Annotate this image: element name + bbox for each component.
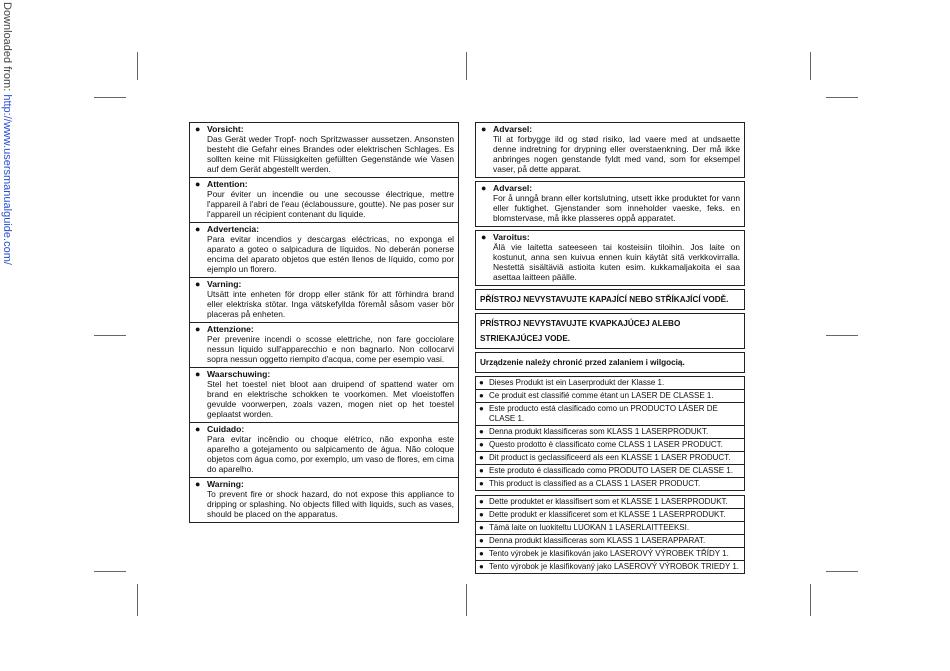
crop-mark [826,97,858,98]
warning-box-da [475,122,745,178]
warning-text: Älä vie laitetta sateeseen tai kosteisiin tiloihin. Jos laite on kostunut, anna sen kuivua ennen kuin käytät sitä verkkovirralla. Nestettä sisältäviä astioita kuten esim. kukkamaljakoita ei saa asettaa laitteen päälle. [493,242,740,282]
laser-text: Tämä laite on luokiteltu LUOKAN 1 LASERLAITTEEKSI. [489,523,690,532]
list-item [476,522,744,535]
bullet-icon: ● [481,183,487,193]
crop-mark [94,97,126,98]
bullet-icon: ● [479,510,484,519]
bullet-icon: ● [195,279,201,289]
bullet-icon: ● [479,404,484,413]
bullet-icon: ● [195,369,201,379]
laser-text: Dette produktet er klassifisert som et KLASSE 1 LASERPRODUKT. [489,497,728,506]
notice-cs: PŘÍSTROJ NEVYSTAVUJTE KAPAJÍCÍ NEBO STŘÍKAJÍCÍ VODĚ. [475,289,745,310]
bullet-icon: ● [479,440,484,449]
laser-text: Dieses Produkt ist ein Laserprodukt der Klasse 1. [489,378,665,387]
warning-box-en [189,478,459,523]
laser-text: This product is classified as a CLASS 1 LASER PRODUCT. [489,479,701,488]
warning-box-de [189,122,459,178]
watermark-link[interactable]: http://www.usersmanualguide.com/ [1,94,13,265]
bullet-icon: ● [479,466,484,475]
bullet-icon: ● [479,427,484,436]
warning-text: Para evitar incendios y descargas eléctricas, no exponga el aparato a goteo o salpicadura de líquidos. No deberán ponerse encima del aparato objetos que estén llenos de líquido, como por ejemplo un florero. [207,234,454,274]
list-item [476,426,744,439]
warning-text: Das Gerät weder Tropf- noch Spritzwasser aussetzen. Ansonsten besteht die Gefahr eines Brandes oder elektrischen Schlages. Es sollten keine mit Flüssigkeiten gefüllten Gegenstände wie Vasen auf dem Gerät abgestellt werden. [207,134,454,174]
list-item [476,377,744,390]
crop-mark [466,52,467,80]
warning-text: Para evitar incêndio ou choque elétrico, não exponha este aparelho a gotejamento ou salpicamento de água. Não coloque objetos com água como, por exemplo, um vaso de flores, em cima do aparelho. [207,434,454,474]
list-item [476,496,744,509]
notice-sk: PRÍSTROJ NEVYSTAVUJTE KVAPKAJÚCEJ ALEBO STRIEKAJÚCEJ VODE. [475,313,745,349]
laser-text: Denna produkt klassificeras som KLASS 1 LASERPRODUKT. [489,427,709,436]
warning-title: Vorsicht: [207,124,244,134]
warning-box-nl [189,368,459,423]
warning-text: Per prevenire incendi o scosse elettriche, non fare gocciolare nessun liquido sull'apparecchio e non bagnarlo. Non collocarvi sopra nessun oggetto riempito d'acqua, come per esempio vasi. [207,334,454,364]
crop-mark [94,335,126,336]
laser-text: Ce produit est classifié comme étant un LASER DE CLASSE 1. [489,391,714,400]
warning-box-fi [475,230,745,286]
crop-mark [137,584,138,616]
bullet-icon: ● [195,224,201,234]
bullet-icon: ● [195,124,201,134]
warning-box-es [189,223,459,278]
bullet-icon: ● [479,479,484,488]
list-item [476,439,744,452]
bullet-icon: ● [481,124,487,134]
bullet-icon: ● [479,549,484,558]
warning-box-pt [189,423,459,478]
list-item [476,452,744,465]
bullet-icon: ● [479,523,484,532]
right-warning-column [475,122,745,578]
bullet-icon: ● [479,562,484,571]
left-warning-column [189,122,459,523]
warning-title: Advertencia: [207,224,260,234]
warning-title: Cuidado: [207,424,245,434]
bullet-icon: ● [195,479,201,489]
crop-mark [826,335,858,336]
laser-class-group-1 [475,376,745,491]
crop-mark [810,584,811,616]
warning-text: Til at forbygge ild og stød risiko, lad vaere med at undsaette denne indretning for drypning eller overstaenkning. Der må ikke anbringes nogen genstande fyldt med vand, som for eksempel vaser, på dette apparat. [493,134,740,174]
warning-text: For å unngå brann eller kortslutning, utsett ikke produktet for vann eller fuktighet. Gjenstander som inneholder vaeske, feks. en blomstervase, må ikke plasseres oppå apparatet. [493,193,740,223]
warning-box-fr [189,178,459,223]
warning-text: Pour éviter un incendie ou une secousse électrique, mettre l'appareil à l'abri de l'eau (éclaboussure, goutte). Ne pas poser sur l'appareil un récipient contenant du liquide. [207,189,454,219]
crop-mark [466,584,467,616]
bullet-icon: ● [481,232,487,242]
laser-text: Denna produkt klassificeras som KLASS 1 LASERAPPARAT. [489,536,706,545]
crop-mark [826,571,858,572]
laser-text: Este producto está clasificado como un PRODUCTO LÁSER DE CLASE 1. [489,404,718,423]
crop-mark [94,571,126,572]
laser-class-group-2 [475,495,745,574]
crop-mark [137,52,138,80]
list-item [476,548,744,561]
list-item [476,465,744,478]
warning-title: Warning: [207,479,244,489]
laser-text: Questo prodotto è classificato come CLASS 1 LASER PRODUCT. [489,440,723,449]
bullet-icon: ● [195,324,201,334]
bullet-icon: ● [479,536,484,545]
warning-box-sv [189,278,459,323]
warning-title: Attenzione: [207,324,254,334]
warning-text: Stel het toestel niet bloot aan druipend of spattend water om brand en elektrische schokken te voorkomen. Met vloeistoffen gevulde voorwerpen, zoals vazen, mogen niet op het toestel geplaatst worden. [207,379,454,419]
warning-title: Attention: [207,179,248,189]
laser-text: Dette produkt er klassificeret som et KLASSE 1 LASERPRODUKT. [489,510,726,519]
laser-text: Este produto é classificado como PRODUTO LASER DE CLASSE 1. [489,466,733,475]
list-item [476,478,744,490]
warning-box-no [475,181,745,227]
list-item [476,561,744,573]
download-watermark [0,2,14,302]
bullet-icon: ● [479,378,484,387]
bullet-icon: ● [195,179,201,189]
laser-text: Tento výrobek je klasifikován jako LASEROVÝ VÝROBEK TŘÍDY 1. [489,549,729,558]
bullet-icon: ● [479,453,484,462]
warning-title: Varning: [207,279,242,289]
laser-text: Tento výrobok je klasifikovaný jako LASEROVÝ VÝROBOK TRIEDY 1. [489,562,740,571]
bullet-icon: ● [195,424,201,434]
bullet-icon: ● [479,497,484,506]
list-item [476,403,744,426]
watermark-prefix: Downloaded from: [1,2,13,95]
crop-mark [810,52,811,80]
list-item [476,390,744,403]
warning-box-it [189,323,459,368]
warning-title: Advarsel: [493,124,533,134]
warning-text: Utsätt inte enheten för dropp eller stänk för att förhindra brand eller elektriska stötar. Inga vätskefyllda föremål såsom vaser bör placeras på enheten. [207,289,454,319]
warning-title: Advarsel: [493,183,533,193]
warning-text: To prevent fire or shock hazard, do not expose this appliance to dripping or splashing. No objects filled with liquids, such as vases, should be placed on the apparatus. [207,489,454,519]
list-item [476,509,744,522]
bullet-icon: ● [479,391,484,400]
laser-text: Dit product is geclassificeerd als een KLASSE 1 LASER PRODUCT. [489,453,731,462]
warning-title: Waarschuwing: [207,369,271,379]
warning-title: Varoitus: [493,232,530,242]
notice-pl: Urządzenie należy chronić przed zalaniem i wilgocią. [475,352,745,373]
list-item [476,535,744,548]
